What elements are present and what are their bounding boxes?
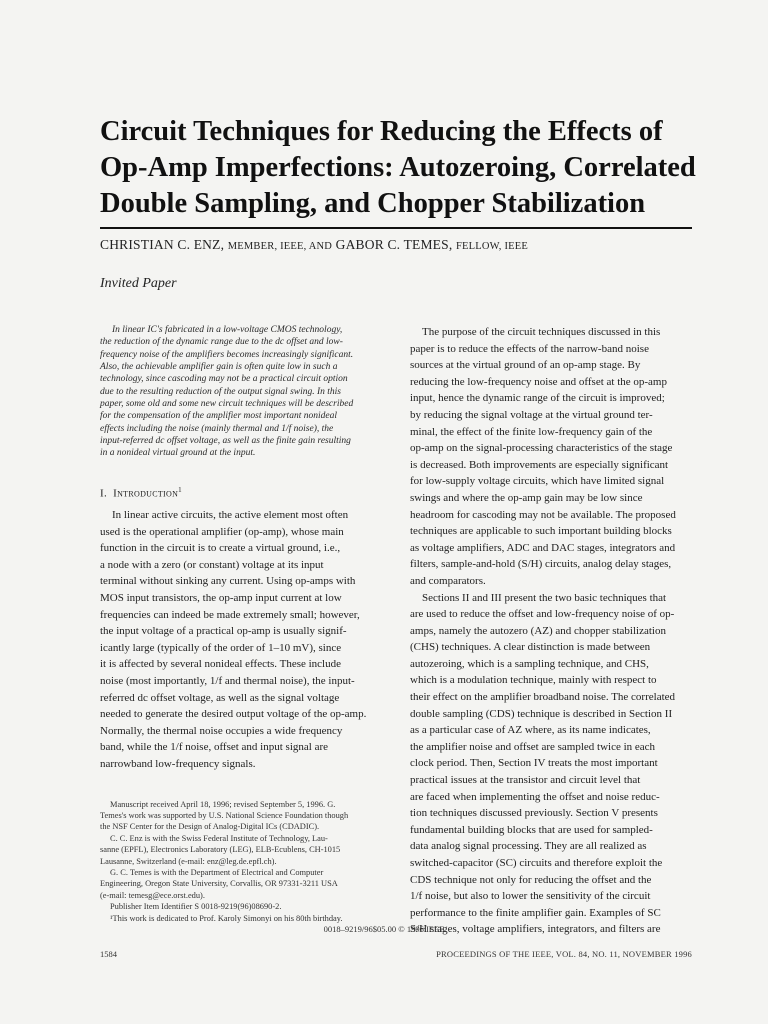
abstract-line: input-referred dc offset voltage, as well as the finite gain resulting (100, 436, 351, 447)
section-number: I. (100, 487, 108, 500)
abstract-line: technology, since cascoding may not be a practical circuit option (100, 374, 348, 385)
body-line: headroom for cascoding may not be available. The proposed (410, 508, 676, 521)
body-line: S/H stages, voltage amplifiers, integrators, and filters are (410, 923, 661, 936)
author-line (100, 237, 700, 253)
body-line: function in the circuit is to create a virtual ground, i.e., (100, 542, 341, 555)
title-line: Double Sampling, and Chopper Stabilization (100, 188, 646, 219)
footnote-mark: 1 (178, 485, 182, 494)
body-line: the amplifier noise and offset are sampled twice in each (410, 740, 656, 753)
paper-type-label: Invited Paper (100, 276, 177, 291)
body-line: referred dc offset voltage, as well as the signal voltage (100, 691, 340, 704)
body-line: it is affected by several nonideal effects. These include (100, 658, 341, 671)
footnote-line: Temes's work was supported by U.S. National Science Foundation though (100, 810, 349, 820)
body-line: needed to generate the desired output voltage of the op-amp. (100, 708, 367, 721)
copyright-line: 0018–9219/96$05.00 © 1996 IEEE (323, 924, 445, 934)
body-line: MOS input transistors, the op-amp input current at low (100, 592, 342, 604)
title-line: Op-Amp Imperfections: Autozeroing, Correlated (100, 152, 696, 183)
page-number: 1584 (100, 949, 117, 959)
intro-paragraph (100, 507, 384, 773)
footnote-line: Lausanne, Switzerland (e-mail: enz@leg.de.epfl.ch). (100, 856, 277, 866)
body-line: autozeroing, which is a sampling technique, and CHS, (410, 657, 649, 670)
title-rule (100, 227, 692, 229)
body-line: for low-supply voltage circuits, which have limited signal (410, 475, 665, 488)
author-name: GABOR C. TEMES, (335, 237, 453, 252)
abstract-line: paper, some old and some new circuit techniques will be described (100, 399, 354, 410)
body-paragraph (410, 590, 692, 938)
footnote-line: C. C. Enz is with the Swiss Federal Institute of Technology, Lau- (110, 833, 328, 843)
body-line: sources at the virtual ground of an op-amp stage. By (410, 359, 641, 372)
body-line: used is the operational amplifier (op-amp), whose main (100, 525, 344, 538)
body-line: are used to reduce the offset and low-frequency noise of op- (410, 608, 675, 621)
body-line: a node with a zero (or constant) voltage at its input (100, 558, 324, 571)
body-line: clock period. Then, Section IV treats the most important (410, 757, 658, 770)
paper-title (100, 114, 700, 222)
footnote-line: sanne (EPFL), Electronics Laboratory (LEG), ELB-Ecublens, CH-1015 (100, 845, 341, 855)
body-line: The purpose of the circuit techniques discussed in this (422, 326, 661, 338)
abstract (100, 324, 384, 460)
body-line: op-amp on the signal-processing characteristics of the stage (410, 442, 673, 455)
body-line: performance to the finite amplifier gain. Examples of SC (410, 906, 661, 919)
body-line: Normally, the thermal noise occupies a wide frequency (100, 724, 343, 737)
abstract-line: for the compensation of the amplifier most important nonideal (100, 411, 337, 422)
footnotes (100, 799, 384, 924)
body-line: the input voltage of a practical op-amp is usually signif- (100, 625, 347, 638)
body-line: input, hence the dynamic range of the circuit is improved; (410, 392, 665, 405)
right-column (410, 324, 692, 938)
body-line: switched-capacitor (SC) circuits and therefore exploit the (410, 857, 663, 869)
section-heading (100, 482, 384, 502)
left-column (100, 324, 384, 924)
footnote-line: Publisher Item Identifier S 0018-9219(96)08690-2. (110, 902, 282, 912)
author-name: CHRISTIAN C. ENZ, (100, 237, 225, 252)
body-line: icantly large (typically of the order of 1–10 mV), since (100, 641, 342, 654)
body-line: as a particular case of AZ where, as its name indicates, (410, 724, 651, 737)
body-line: their effect on the amplifier broadband noise. The correlated (410, 691, 676, 704)
body-line: as voltage amplifiers, ADC and DAC stages, integrators and (410, 541, 676, 554)
body-line: paper is to reduce the effects of the narrow-band noise (410, 342, 649, 355)
body-line: swings and where the op-amp gain may be low since (410, 491, 643, 504)
body-line: practical issues at the transistor and circuit level that (410, 774, 641, 787)
abstract-line: effects including the noise (mainly thermal and 1/f noise), the (100, 423, 334, 434)
body-line: CDS technique not only for reducing the offset and the (410, 873, 652, 886)
body-line: terminal without sinking any current. Using op-amps with (100, 575, 356, 588)
body-line: narrowband low-frequency signals. (100, 757, 256, 770)
body-line: data analog signal processing. They are all realized as (410, 840, 647, 853)
body-line: fundamental building blocks that are used for sampled- (410, 823, 653, 836)
footnote-line: (e-mail: temesg@ece.orst.edu). (100, 890, 205, 900)
journal-running-footer: PROCEEDINGS OF THE IEEE, VOL. 84, NO. 11, NOVEMBER 1996 (436, 949, 692, 959)
body-line: minal, the effect of the finite low-frequency gain of the (410, 425, 653, 438)
body-line: are faced when implementing the offset and noise reduc- (410, 790, 660, 803)
body-line: which is a modulation technique, mainly with respect to (410, 674, 657, 687)
body-line: by reducing the signal voltage at the virtual ground ter- (410, 408, 653, 421)
footnote-line: ¹This work is dedicated to Prof. Karoly Simonyi on his 80th birthday. (110, 913, 343, 923)
body-line: In linear active circuits, the active element most often (112, 509, 349, 522)
body-line: and comparators. (410, 574, 486, 587)
section-title: Introduction (113, 487, 179, 500)
body-line: Sections II and III present the two basic techniques that (422, 591, 667, 604)
body-line: (CHS) techniques. A clear distinction is made between (410, 641, 651, 654)
body-line: band, while the 1/f noise, offset and input signal are (100, 741, 328, 754)
abstract-line: due to the resulting reduction of the output signal swing. In this (100, 386, 342, 397)
body-line: 1/f noise, but also to lower the sensitivity of the circuit (410, 890, 651, 903)
body-line: double sampling (CDS) technique is described in Section II (410, 707, 673, 720)
body-line: frequencies can indeed be made extremely small; however, (100, 608, 360, 621)
body-line: is decreased. Both improvements are especially significant (410, 458, 669, 471)
body-line: amps, namely the autozero (AZ) and chopper stabilization (410, 624, 666, 637)
abstract-line: the reduction of the dynamic range due to the dc offset and low- (100, 337, 343, 348)
abstract-line: Also, the achievable amplifier gain is often quite low in such a (100, 362, 338, 373)
body-line: filters, sample-and-hold (S/H) circuits, analog delay stages, (410, 558, 672, 571)
body-line: reducing the low-frequency noise and offset at the op-amp (410, 375, 667, 388)
title-line: Circuit Techniques for Reducing the Effects of (100, 116, 663, 147)
abstract-line: In linear IC's fabricated in a low-voltage CMOS technology, (112, 325, 343, 335)
footnote-line: the NSF Center for the Design of Analog-Digital ICs (CDADIC). (100, 822, 320, 832)
footnote-line: Manuscript received April 18, 1996; revised September 5, 1996. G. (110, 799, 336, 809)
abstract-line: in a nonideal virtual ground at the input. (100, 448, 256, 459)
body-line: noise (most importantly, 1/f and thermal noise), the input- (100, 674, 355, 687)
footnote-line: G. C. Temes is with the Department of Electrical and Computer (110, 867, 324, 877)
author-membership: MEMBER, IEEE, AND (227, 241, 333, 252)
abstract-line: frequency noise of the amplifiers becomes increasingly significant. (100, 349, 354, 360)
body-paragraph (410, 324, 692, 590)
body-line: techniques are applicable to such important building blocks (410, 525, 672, 538)
author-membership: FELLOW, IEEE (456, 241, 528, 252)
footnote-line: Engineering, Oregon State University, Corvallis, OR 97331-3211 USA (100, 879, 338, 889)
body-line: tion techniques discussed previously. Section V presents (410, 807, 658, 820)
